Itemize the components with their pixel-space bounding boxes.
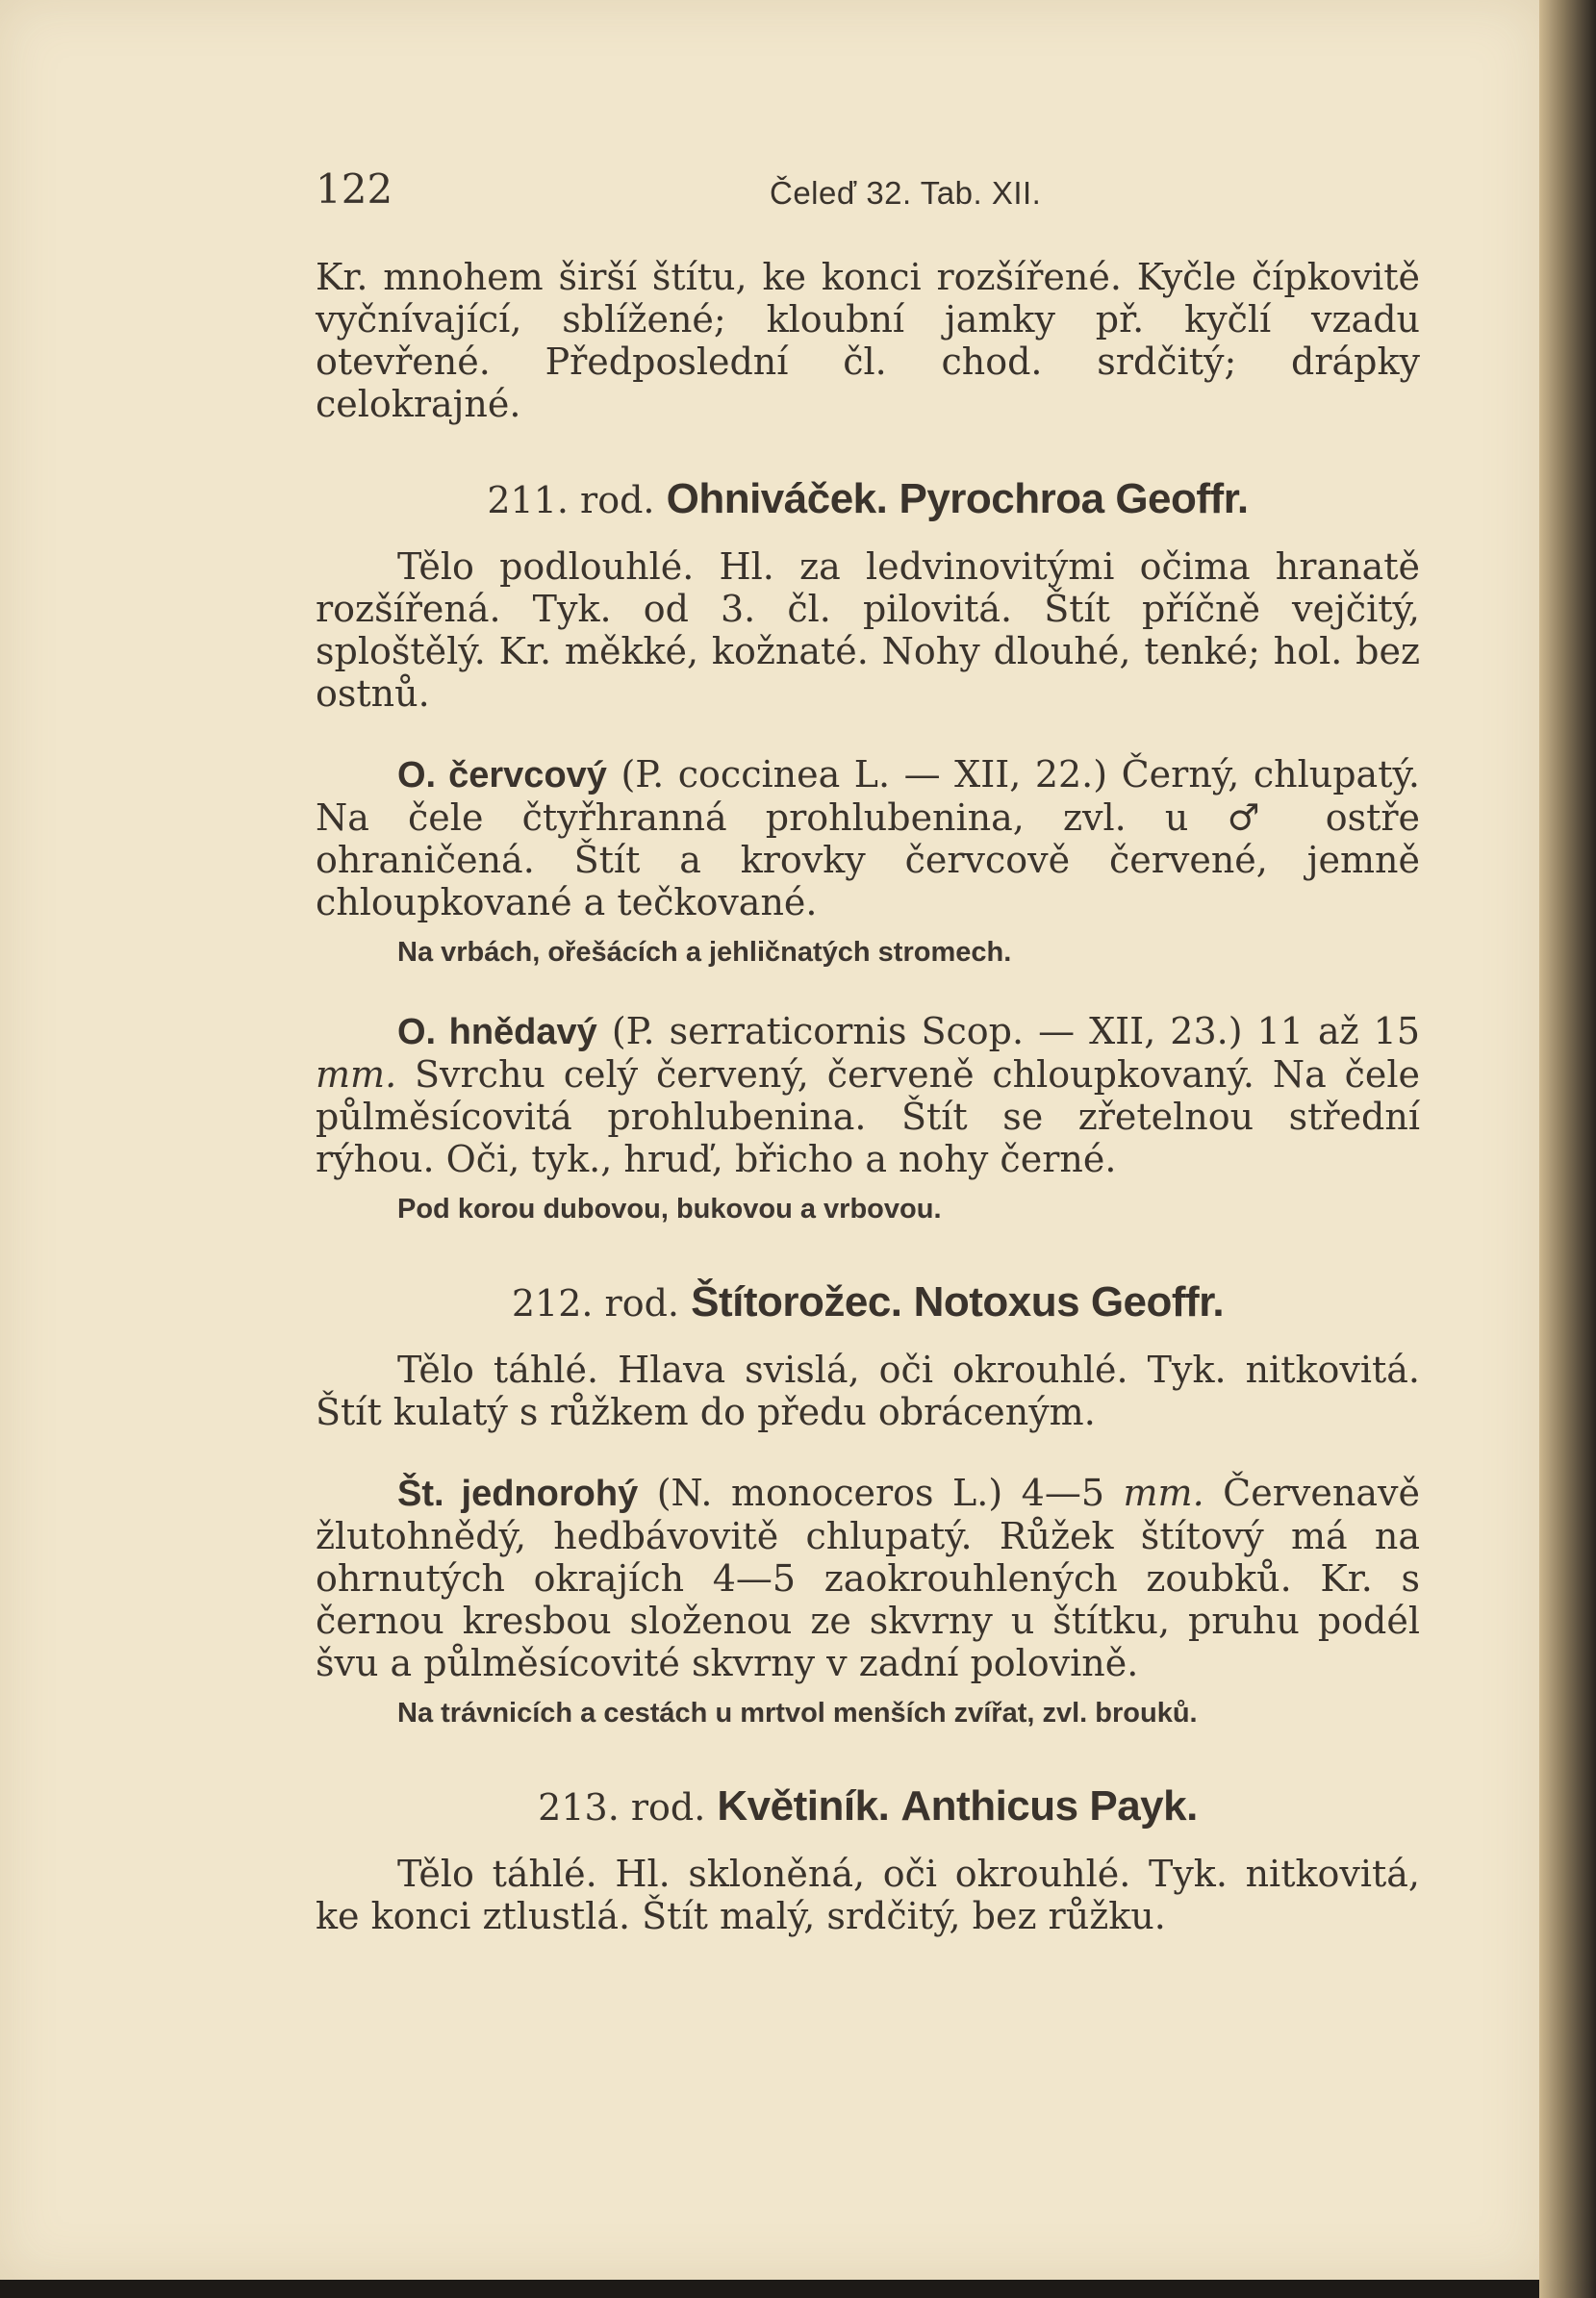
book-spine-edge	[1539, 0, 1596, 2298]
genus-description: Tělo táhlé. Hl. skloněná, oči okrouhlé. Tyk. nitkovitá, ke konci ztlustlá. Štít malý, srdčitý, bez růžku.	[316, 1853, 1420, 1937]
genus-number: 211. rod.	[487, 479, 655, 521]
genus-number: 213. rod.	[538, 1786, 706, 1829]
species-name: Št. jednorohý	[397, 1474, 639, 1514]
genus-heading	[316, 475, 1420, 524]
genus-description: Tělo táhlé. Hlava svislá, oči okrouhlé. Tyk. nitkovitá. Štít kulatý s růžkem do předu obráceným.	[316, 1349, 1420, 1433]
species-entry	[316, 1472, 1420, 1684]
species-description: Červenavě žlutohnědý, hedbávovitě chlupatý. Růžek štítový má na ohrnutých okrajích 4—5 zaokrouhlených zoubků. Kr. s černou kresbou složenou ze skvrny u štítku, pruhu podél švu a půlměsícovité skvrny v zadní polovině.	[316, 1472, 1420, 1684]
species-habitat: Na vrbách, ořešácích a jehličnatých stromech.	[397, 937, 1012, 968]
species-name: O. červcový	[397, 755, 607, 795]
species-habitat: Pod korou dubovou, bukovou a vrbovou.	[397, 1194, 942, 1225]
genus-heading	[316, 1782, 1420, 1831]
page-number: 122	[316, 165, 393, 213]
species-size-unit: mm.	[1123, 1472, 1204, 1514]
genus-number: 212. rod.	[511, 1282, 679, 1325]
genus-description: Tělo podlouhlé. Hl. za ledvinovitými očima hranatě rozšířená. Tyk. od 3. čl. pilovitá. Štít příčně vejčitý, sploštělý. Kr. měkké, kožnaté. Nohy dlouhé, tenké; hol. bez ostnů.	[316, 545, 1420, 715]
genus-latin-name: Notoxus Geoffr.	[913, 1278, 1225, 1326]
species-size: 4—5	[1021, 1472, 1105, 1514]
species-entry	[316, 753, 1420, 923]
species-name: O. hnědavý	[397, 1012, 597, 1052]
species-description: Černý, chlupatý. Na čele čtyřhranná prohlubenina, zvl. u ♂ ostře ohraničená. Štít a krovky červcově červené, jemně chloupkované a tečkované.	[316, 753, 1420, 923]
genus-heading	[316, 1278, 1420, 1327]
genus-latin-name: Pyrochroa Geoffr.	[899, 475, 1249, 522]
running-title: Čeleď 32. Tab. XII.	[770, 175, 1042, 211]
genus-latin-name: Anthicus Payk.	[900, 1782, 1198, 1830]
species-entry	[316, 1010, 1420, 1180]
species-size-unit: mm.	[316, 1053, 397, 1096]
species-reference: (P. coccinea L. — XII, 22.)	[621, 753, 1108, 795]
species-habitat: Na trávnicích a cestách u mrtvol menších zvířat, zvl. brouků.	[397, 1698, 1198, 1729]
species-reference: (P. serraticornis Scop. — XII, 23.)	[611, 1010, 1243, 1052]
genus-czech-name: Květiník.	[717, 1782, 890, 1830]
family-intro: Kr. mnohem širší štítu, ke konci rozšířené. Kyčle čípkovitě vyčnívající, sblížené; kloubní jamky př. kyčlí vzadu otevřené. Předposlední čl. chod. srdčitý; drápky celokrajné.	[316, 256, 1420, 425]
page-body	[316, 256, 1420, 1937]
species-description: Svrchu celý červený, červeně chloupkovaný. Na čele půlměsícovitá prohlubenina. Štít se zřetelnou střední rýhou. Oči, tyk., hruď, břicho a nohy černé.	[316, 1053, 1420, 1180]
genus-czech-name: Štítorožec.	[691, 1278, 902, 1326]
genus-czech-name: Ohniváček.	[666, 475, 888, 522]
species-reference: (N. monoceros L.)	[656, 1472, 1003, 1514]
species-size: 11 až 15	[1256, 1010, 1421, 1052]
